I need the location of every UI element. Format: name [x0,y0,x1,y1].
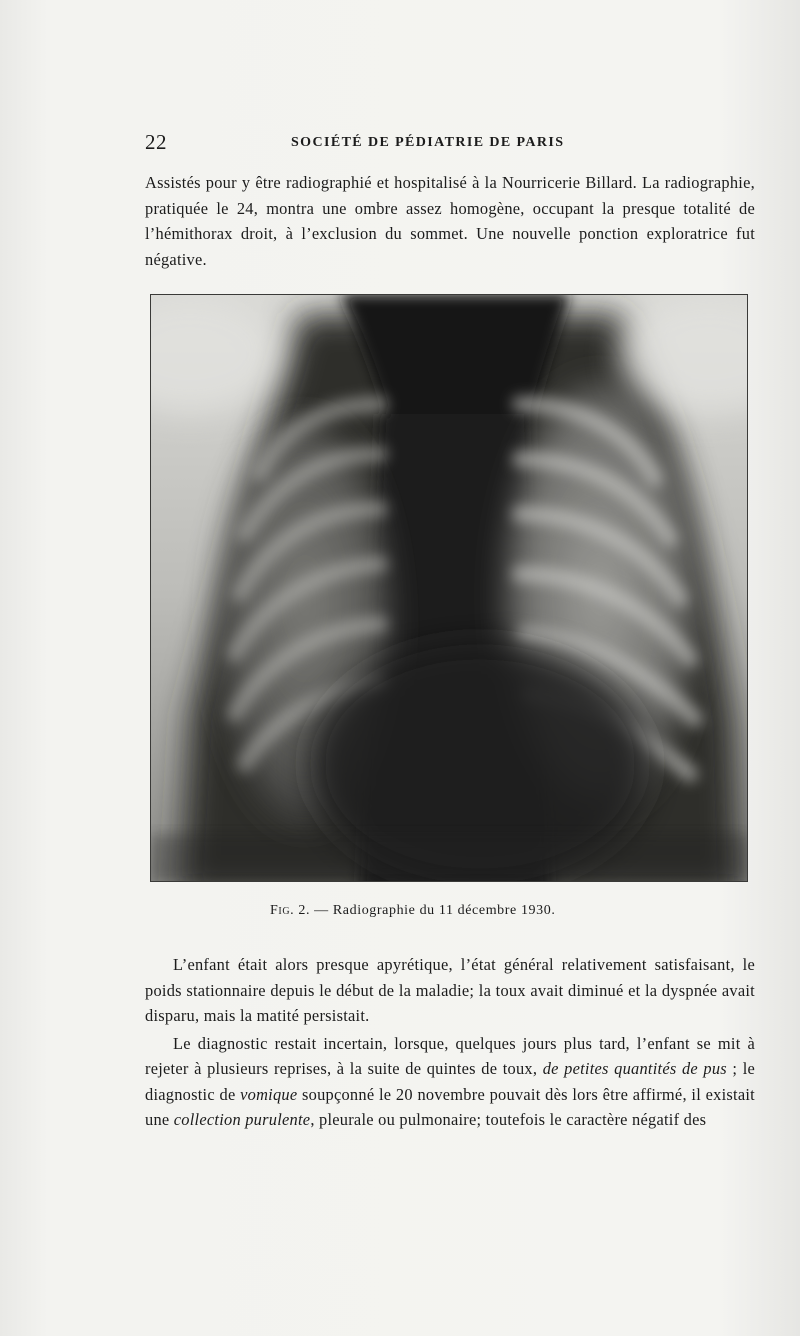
paragraph-3-italic-1: de petites quantités de pus [542,1059,727,1078]
chest-xray-image [150,294,748,882]
radiograph-figure [150,294,748,882]
paragraph-3-part-1: Le diagnostic restait incertain, lorsque, quelques jours plus tard, l’enfant se mit à rejeter à plusieurs reprises, à la suite de quintes de toux, [145,1033,755,1078]
paragraph-3-part-4: , pleurale ou pulmonaire; toutefois le caractère négatif des [310,1110,707,1129]
text-block-top [145,170,755,272]
paragraph-3-part-3: soupçonné le 20 novembre pouvait dès lors être affirmé, il existait une [145,1084,755,1129]
paragraph-2: L’enfant était alors presque apyrétique, l’état général relativement satisfaisant, le poids stationnaire depuis le début de la maladie; la toux avait diminué et la dyspnée avait disparu, mais la matité persistait. [145,955,755,1025]
paragraph-3-part-2: ; le diagnostic de [145,1059,756,1104]
figure-caption [270,903,555,919]
paragraph-3-italic-2: vomique [240,1084,298,1104]
text-block-bottom [145,952,755,1135]
paragraph-1: Assistés pour y être radiographié et hospitalisé à la Nourricerie Billard. La radiographie, pratiquée le 24, montra une ombre assez homogène, occupant la presque totalité de l’hémithorax droit, à l’exclusion du sommet. Une nouvelle ponction exploratrice fut négative. [145,173,755,269]
figure-caption-text: — Radiographie du 11 décembre 1930. [310,903,556,918]
paragraph-3 [145,1031,755,1133]
page-header [145,130,757,160]
figure-label: Fig. 2. [270,903,311,918]
running-head: SOCIÉTÉ DE PÉDIATRIE DE PARIS [291,135,565,150]
page-number: 22 [145,130,167,154]
paragraph-3-italic-3: collection purulente [173,1110,311,1129]
